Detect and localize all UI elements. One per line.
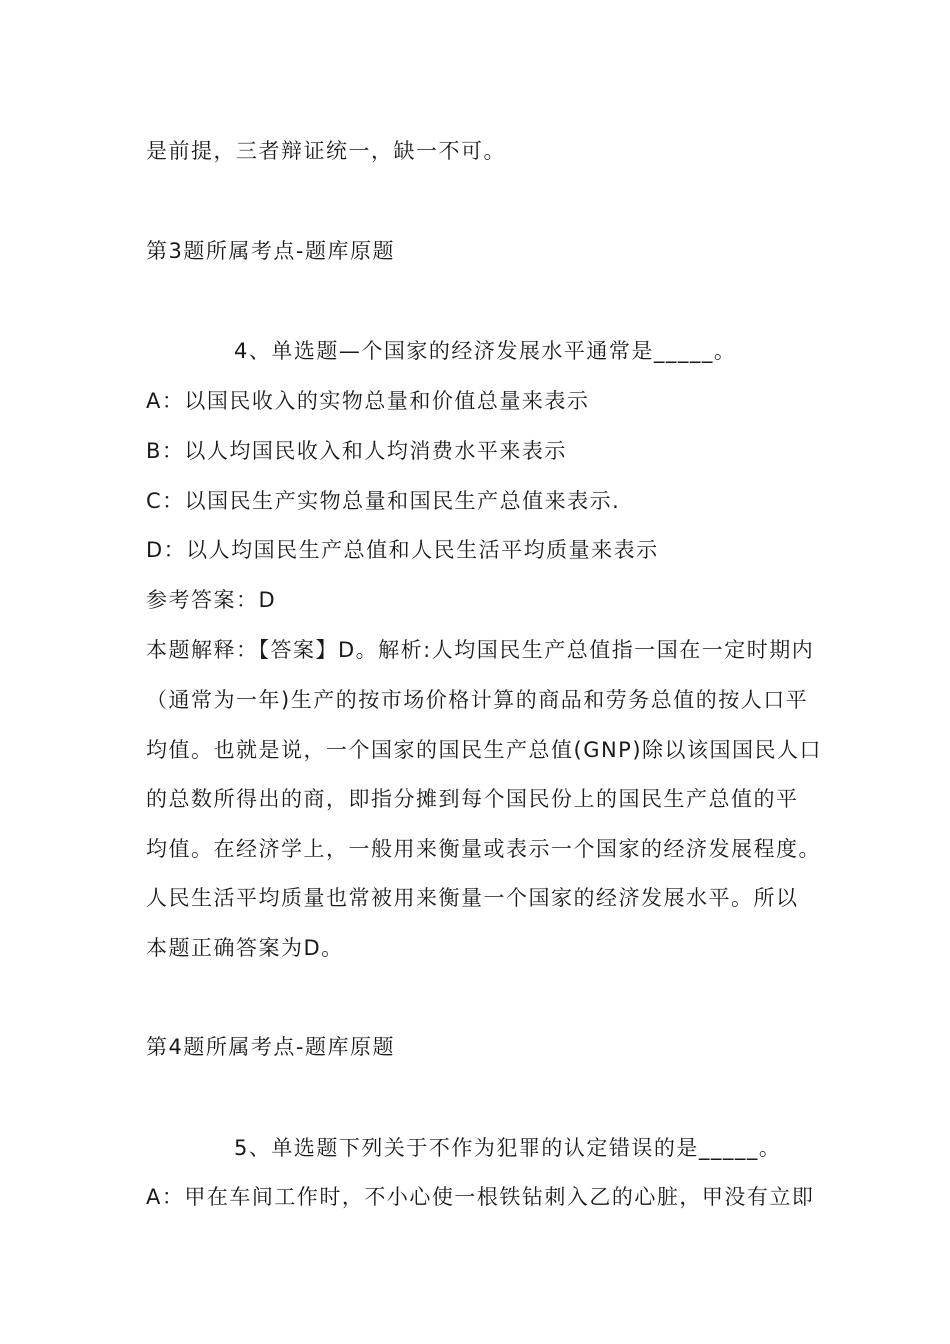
- explanation-line: 本题解释：【答案】D。解析:人均国民生产总值指一国在一定时期内: [146, 638, 815, 662]
- option-a: A：以国民收入的实物总量和价值总量来表示: [146, 389, 590, 413]
- section-note: 第3题所属考点-题库原题: [146, 239, 395, 263]
- explanation-line: 均值。也就是说，一个国家的国民生产总值(GNP)除以该国国民人口: [146, 738, 823, 762]
- explanation-line: 本题正确答案为D。: [146, 936, 344, 960]
- reference-answer: 参考答案：D: [146, 588, 277, 612]
- option-c: C：以国民生产实物总量和国民生产总值来表示.: [146, 489, 621, 513]
- explanation-line: 均值。在经济学上，一般用来衡量或表示一个国家的经济发展程度。: [146, 837, 821, 861]
- option-b: B：以人均国民收入和人均消费水平来表示: [146, 439, 567, 463]
- explanation-line: 的总数所得出的商，即指分摊到每个国民份上的国民生产总值的平: [146, 787, 799, 811]
- explanation-line: （通常为一年)生产的按市场价格计算的商品和劳务总值的按人口平: [146, 688, 809, 712]
- question-title: 4、单选题—个国家的经济发展水平通常是_____。: [234, 339, 737, 363]
- question-title: 5、单选题下列关于不作为犯罪的认定错误的是_____。: [234, 1136, 782, 1160]
- paragraph-line: 是前提，三者辩证统一，缺一不可。: [146, 139, 506, 163]
- explanation-line: 人民生活平均质量也常被用来衡量一个国家的经济发展水平。所以: [146, 886, 799, 910]
- option-d: D：以人均国民生产总值和人民生活平均质量来表示: [146, 538, 659, 562]
- option-a: A：甲在车间工作时，不小心使一根铁钻刺入乙的心脏，甲没有立即: [146, 1185, 815, 1209]
- section-note: 第4题所属考点-题库原题: [146, 1035, 395, 1059]
